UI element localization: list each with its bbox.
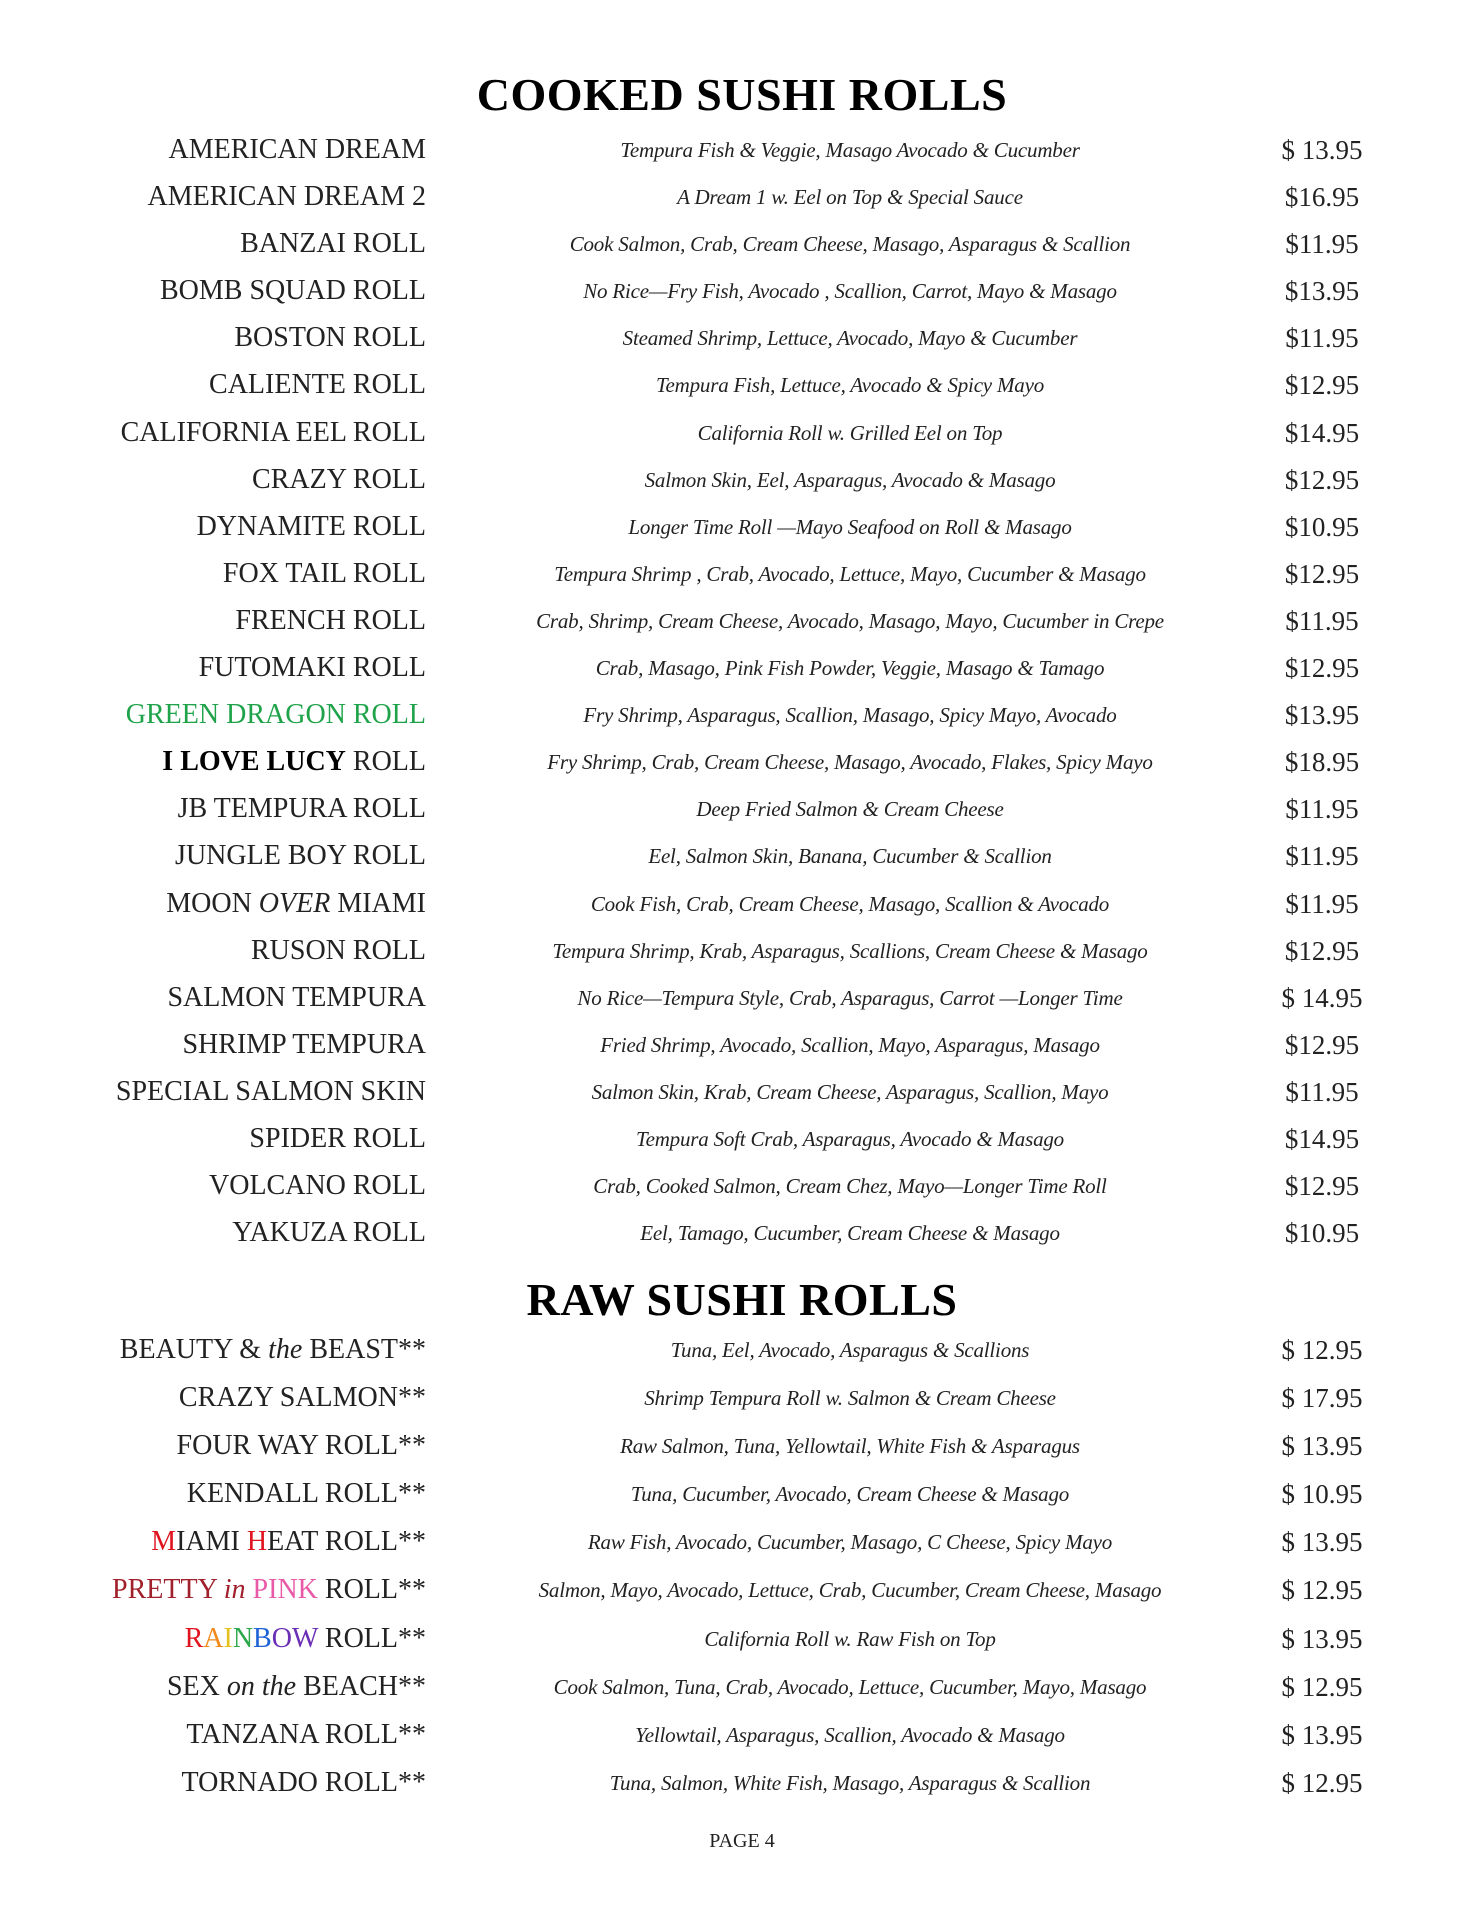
item-name: CALIFORNIA EEL ROLL — [120, 416, 426, 448]
item-name: KENDALL ROLL** — [186, 1478, 426, 1510]
item-name: DYNAMITE ROLL — [196, 510, 426, 542]
menu-item — [0, 742, 1484, 789]
menu-item — [0, 1166, 1484, 1213]
item-description: Crab, Masago, Pink Fish Powder, Veggie, Masago & Tamago — [595, 656, 1105, 681]
item-name-italic: in — [223, 1574, 246, 1606]
item-name-part: MIAMI — [330, 887, 426, 919]
item-name-part: IAMI — [176, 1526, 247, 1558]
item-price: $ 17.95 — [1281, 1383, 1363, 1414]
item-price: $ 13.95 — [1281, 135, 1363, 165]
item-name — [162, 742, 426, 782]
item-name: SPIDER ROLL — [249, 1122, 426, 1154]
menu-item — [0, 601, 1484, 648]
menu-item — [0, 1119, 1484, 1166]
item-price: $11.95 — [1285, 605, 1359, 636]
item-price: $11.95 — [1285, 888, 1359, 919]
item-name: CRAZY ROLL — [252, 463, 426, 495]
item-description: Fried Shrimp, Avocado, Scallion, Mayo, Asparagus, Masago — [600, 1032, 1100, 1057]
item-description: Tempura Shrimp, Krab, Asparagus, Scallions, Cream Cheese & Masago — [552, 938, 1148, 963]
item-price: $ 13.95 — [1281, 1431, 1363, 1462]
menu-item — [0, 271, 1484, 318]
item-price: $12.95 — [1284, 935, 1360, 966]
menu-item — [0, 1763, 1484, 1811]
item-name: AMERICAN DREAM — [168, 134, 426, 165]
item-price: $ 10.95 — [1281, 1479, 1363, 1510]
menu-item — [0, 507, 1484, 554]
menu-item — [0, 1570, 1484, 1618]
item-description: Tempura Shrimp , Crab, Avocado, Lettuce, Mayo, Cucumber & Masago — [554, 561, 1146, 586]
cooked-rolls-list — [0, 130, 1484, 1260]
item-name — [185, 1619, 426, 1659]
rainbow-letter: A — [203, 1622, 224, 1654]
item-price: $ 13.95 — [1281, 1527, 1363, 1558]
item-price: $16.95 — [1284, 182, 1360, 213]
item-name-part: PRETTY — [112, 1574, 224, 1606]
item-name-pink: PINK — [245, 1574, 318, 1606]
item-name-part: BEAST** — [302, 1334, 426, 1365]
menu-item — [0, 554, 1484, 601]
menu-item — [0, 978, 1484, 1025]
item-description: Tempura Soft Crab, Asparagus, Avocado & Masago — [636, 1126, 1064, 1151]
item-description: Fry Shrimp, Crab, Cream Cheese, Masago, Avocado, Flakes, Spicy Mayo — [547, 750, 1153, 775]
item-description: Yellowtail, Asparagus, Scallion, Avocado & Masago — [635, 1722, 1065, 1747]
item-description: Tuna, Salmon, White Fish, Masago, Asparagus & Scallion — [609, 1770, 1091, 1795]
menu-item — [0, 1378, 1484, 1426]
item-price: $11.95 — [1285, 229, 1359, 260]
rainbow-letter: W — [291, 1622, 318, 1654]
item-description: Salmon Skin, Eel, Asparagus, Avocado & Masago — [644, 467, 1056, 492]
item-name: FOX TAIL ROLL — [222, 557, 426, 589]
item-name-red-letter: H — [246, 1526, 268, 1558]
item-name-part: ROLL** — [317, 1622, 426, 1654]
menu-item — [0, 648, 1484, 695]
item-price: $11.95 — [1285, 794, 1359, 825]
item-price: $ 12.95 — [1281, 1575, 1363, 1606]
item-description: Cook Salmon, Tuna, Crab, Avocado, Lettuce, Cucumber, Mayo, Masago — [553, 1674, 1147, 1699]
item-name: CRAZY SALMON** — [178, 1382, 426, 1414]
raw-rolls-list — [0, 1330, 1484, 1811]
menu-item — [0, 318, 1484, 365]
item-price: $18.95 — [1284, 747, 1360, 778]
item-name: SALMON TEMPURA — [167, 981, 426, 1013]
item-description: Crab, Shrimp, Cream Cheese, Avocado, Masago, Mayo, Cucumber in Crepe — [536, 608, 1164, 633]
item-name — [166, 884, 426, 924]
item-description: Tempura Fish, Lettuce, Avocado & Spicy Mayo — [655, 373, 1044, 398]
menu-item — [0, 1072, 1484, 1119]
item-price: $14.95 — [1284, 1123, 1360, 1154]
item-price: $12.95 — [1284, 370, 1360, 401]
item-name: BOSTON ROLL — [234, 322, 426, 354]
menu-item — [0, 1667, 1484, 1715]
item-description: Shrimp Tempura Roll w. Salmon & Cream Cheese — [644, 1386, 1056, 1411]
item-name: CALIENTE ROLL — [209, 369, 426, 401]
menu-item — [0, 789, 1484, 836]
menu-item — [0, 1522, 1484, 1570]
rainbow-letter: I — [223, 1622, 233, 1654]
item-description: Tuna, Eel, Avocado, Asparagus & Scallions — [670, 1338, 1030, 1362]
item-price: $11.95 — [1285, 841, 1359, 872]
item-price: $ 14.95 — [1281, 982, 1363, 1013]
menu-item — [0, 1330, 1484, 1378]
item-price: $12.95 — [1284, 653, 1360, 684]
item-description: Eel, Tamago, Cucumber, Cream Cheese & Masago — [640, 1221, 1060, 1246]
item-price: $ 13.95 — [1281, 1719, 1363, 1750]
item-name-italic: on the — [226, 1670, 297, 1702]
menu-item — [0, 365, 1484, 412]
item-description: Deep Fried Salmon & Cream Cheese — [696, 797, 1004, 822]
menu-item — [0, 1213, 1484, 1260]
item-description: Salmon, Mayo, Avocado, Lettuce, Crab, Cucumber, Cream Cheese, Masago — [538, 1578, 1162, 1603]
item-name: GREEN DRAGON ROLL — [125, 699, 426, 731]
item-name: YAKUZA ROLL — [232, 1217, 426, 1249]
menu-item — [0, 177, 1484, 224]
item-price: $14.95 — [1284, 417, 1360, 448]
item-name: FOUR WAY ROLL** — [176, 1430, 426, 1462]
item-name-part: SEX — [166, 1670, 227, 1702]
item-price: $10.95 — [1284, 511, 1360, 542]
item-description: Raw Fish, Avocado, Cucumber, Masago, C Cheese, Spicy Mayo — [587, 1530, 1113, 1555]
item-description: Eel, Salmon Skin, Banana, Cucumber & Scallion — [648, 844, 1052, 869]
cooked-section-title: COOKED SUSHI ROLLS — [476, 69, 1008, 120]
item-description: Fry Shrimp, Asparagus, Scallion, Masago, Spicy Mayo, Avocado — [583, 703, 1117, 728]
item-price: $ 12.95 — [1281, 1335, 1363, 1365]
item-name-part: BEACH** — [296, 1670, 426, 1702]
item-description: Salmon Skin, Krab, Cream Cheese, Asparagus, Scallion, Mayo — [591, 1079, 1109, 1104]
menu-item — [0, 836, 1484, 883]
item-description: Raw Salmon, Tuna, Yellowtail, White Fish & Asparagus — [620, 1434, 1080, 1459]
item-price: $12.95 — [1284, 1029, 1360, 1060]
item-name-bold: I LOVE LUCY — [162, 746, 346, 778]
menu-item — [0, 1619, 1484, 1667]
item-description: Cook Fish, Crab, Cream Cheese, Masago, Scallion & Avocado — [590, 891, 1110, 916]
item-description: California Roll w. Raw Fish on Top — [704, 1626, 996, 1651]
item-name: JB TEMPURA ROLL — [177, 793, 426, 825]
rainbow-letter: B — [253, 1622, 272, 1654]
item-name: TORNADO ROLL** — [181, 1766, 426, 1798]
item-price: $10.95 — [1284, 1218, 1360, 1249]
item-description: Longer Time Roll —Mayo Seafood on Roll & Masago — [628, 514, 1072, 539]
item-name-red-letter: M — [151, 1526, 177, 1558]
item-name-part: EAT — [267, 1526, 318, 1558]
menu-item — [0, 1715, 1484, 1763]
item-name — [120, 1330, 426, 1370]
menu-item — [0, 1025, 1484, 1072]
item-price: $11.95 — [1285, 323, 1359, 354]
item-price: $12.95 — [1284, 1171, 1360, 1202]
item-name-part: BEAUTY & — [119, 1334, 269, 1365]
menu-item — [0, 1474, 1484, 1522]
item-name — [151, 1522, 426, 1562]
rainbow-letter: R — [184, 1622, 204, 1654]
item-description: No Rice—Fry Fish, Avocado , Scallion, Carrot, Mayo & Masago — [583, 279, 1117, 304]
item-name: TANZANA ROLL** — [186, 1718, 426, 1750]
item-description: Tempura Fish & Veggie, Masago Avocado & Cucumber — [620, 138, 1080, 162]
raw-section-title: RAW SUSHI ROLLS — [526, 1274, 958, 1325]
item-name: BOMB SQUAD ROLL — [159, 275, 426, 307]
menu-item — [0, 695, 1484, 742]
item-name: FUTOMAKI ROLL — [198, 652, 426, 684]
item-description: Cook Salmon, Crab, Cream Cheese, Masago, Asparagus & Scallion — [569, 232, 1131, 257]
item-name-italic: OVER — [258, 887, 331, 919]
menu-item — [0, 1426, 1484, 1474]
item-description: California Roll w. Grilled Eel on Top — [697, 420, 1003, 445]
item-name: BANZAI ROLL — [240, 228, 426, 260]
item-name: RUSON ROLL — [250, 934, 426, 966]
item-price: $11.95 — [1285, 1076, 1359, 1107]
item-name: FRENCH ROLL — [235, 604, 426, 636]
rainbow-letter: N — [232, 1622, 254, 1654]
item-description: A Dream 1 w. Eel on Top & Special Sauce — [677, 185, 1023, 210]
menu-item — [0, 931, 1484, 978]
item-name-part: ROLL** — [317, 1574, 426, 1606]
item-price: $13.95 — [1284, 700, 1360, 731]
item-description: Crab, Cooked Salmon, Cream Chez, Mayo—Longer Time Roll — [593, 1174, 1107, 1199]
item-name-part: ROLL** — [317, 1526, 426, 1558]
rainbow-letter: O — [271, 1622, 292, 1654]
item-price: $12.95 — [1284, 558, 1360, 589]
item-name: JUNGLE BOY ROLL — [175, 840, 426, 872]
menu-item — [0, 884, 1484, 931]
item-name-italic: the — [268, 1334, 303, 1365]
menu-item — [0, 130, 1484, 177]
item-price: $13.95 — [1284, 276, 1360, 307]
item-name-part: MOON — [166, 887, 259, 919]
item-name: SHRIMP TEMPURA — [182, 1028, 426, 1060]
item-price: $ 12.95 — [1281, 1767, 1363, 1798]
item-name: VOLCANO ROLL — [209, 1170, 426, 1202]
item-name: AMERICAN DREAM 2 — [147, 181, 426, 213]
item-description: No Rice—Tempura Style, Crab, Asparagus, Carrot —Longer Time — [577, 985, 1123, 1010]
item-price: $ 13.95 — [1281, 1623, 1363, 1654]
item-description: Tuna, Cucumber, Avocado, Cream Cheese & Masago — [630, 1482, 1070, 1507]
item-price: $12.95 — [1284, 464, 1360, 495]
item-name — [112, 1570, 426, 1610]
item-name-rest: ROLL — [345, 746, 426, 778]
page-number: PAGE 4 — [709, 1830, 775, 1852]
item-description: Steamed Shrimp, Lettuce, Avocado, Mayo & Cucumber — [622, 326, 1078, 351]
menu-item — [0, 413, 1484, 460]
item-name: SPECIAL SALMON SKIN — [115, 1075, 426, 1107]
menu-item — [0, 224, 1484, 271]
menu-item — [0, 460, 1484, 507]
item-price: $ 12.95 — [1281, 1671, 1363, 1702]
item-name — [167, 1667, 426, 1707]
